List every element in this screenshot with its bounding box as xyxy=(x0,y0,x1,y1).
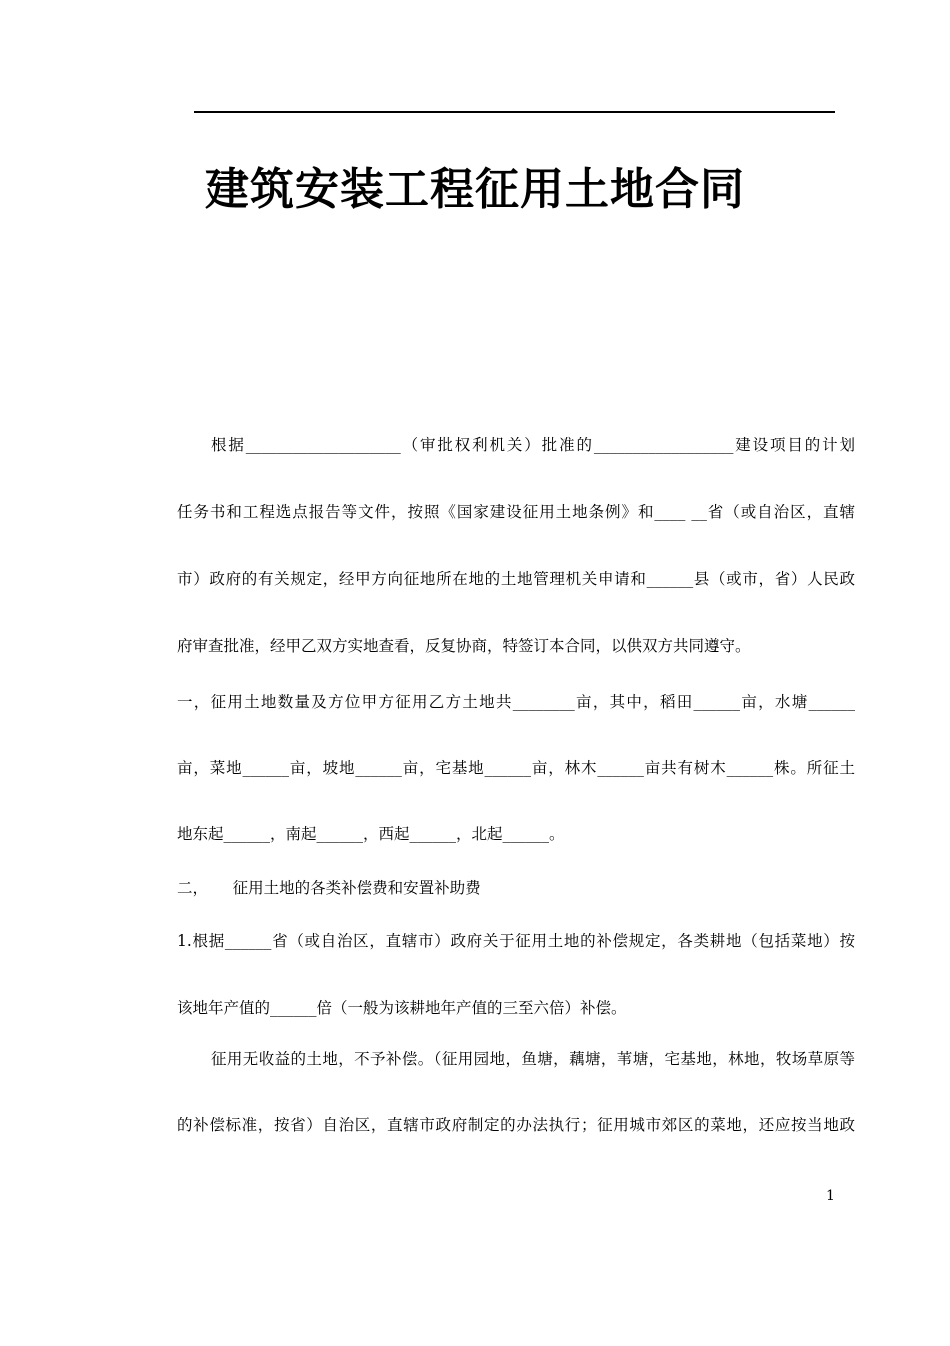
paragraph-line: 府审查批准，经甲乙双方实地查看，反复协商，特签订本合同，以供双方共同遵守。 xyxy=(177,637,751,655)
section-heading-2: 二， 征用土地的各类补偿费和安置补助费 xyxy=(177,879,481,897)
page-title: 建筑安装工程征用土地合同 xyxy=(205,164,745,215)
page-number: 1 xyxy=(826,1188,835,1204)
paragraph-line: 征用无收益的土地，不予补偿。（征用园地，鱼塘，藕塘，苇塘，宅基地，林地，牧场草原等 xyxy=(211,1050,855,1068)
paragraph-line: 任务书和工程选点报告等文件，按照《国家建设征用土地条例》和____ __省（或自治区，直辖 xyxy=(177,503,855,521)
paragraph-line: 市）政府的有关规定，经甲方向征地所在地的土地管理机关申请和______县（或市，省）人民政 xyxy=(177,570,855,588)
paragraph-line: 1.根据______省（或自治区，直辖市）政府关于征用土地的补偿规定，各类耕地（包括菜地）按 xyxy=(177,932,855,950)
paragraph-line: 地东起______，南起______，西起______，北起______。 xyxy=(177,825,565,843)
section-heading-1: 一，征用土地数量及方位甲方征用乙方土地共________亩，其中，稻田______亩，水塘______ xyxy=(177,693,855,711)
header-rule xyxy=(194,111,835,113)
paragraph-line: 亩，菜地______亩，坡地______亩，宅基地______亩，林木______亩共有树木______株。所征土 xyxy=(177,759,855,777)
paragraph-line: 根据____________________（审批权利机关）批准的__________________建设项目的计划 xyxy=(211,436,855,454)
paragraph-line: 该地年产值的______倍（一般为该耕地年产值的三至六倍）补偿。 xyxy=(177,999,627,1017)
paragraph-line: 的补偿标准，按省）自治区，直辖市政府制定的办法执行；征用城市郊区的菜地，还应按当地政 xyxy=(177,1116,855,1134)
